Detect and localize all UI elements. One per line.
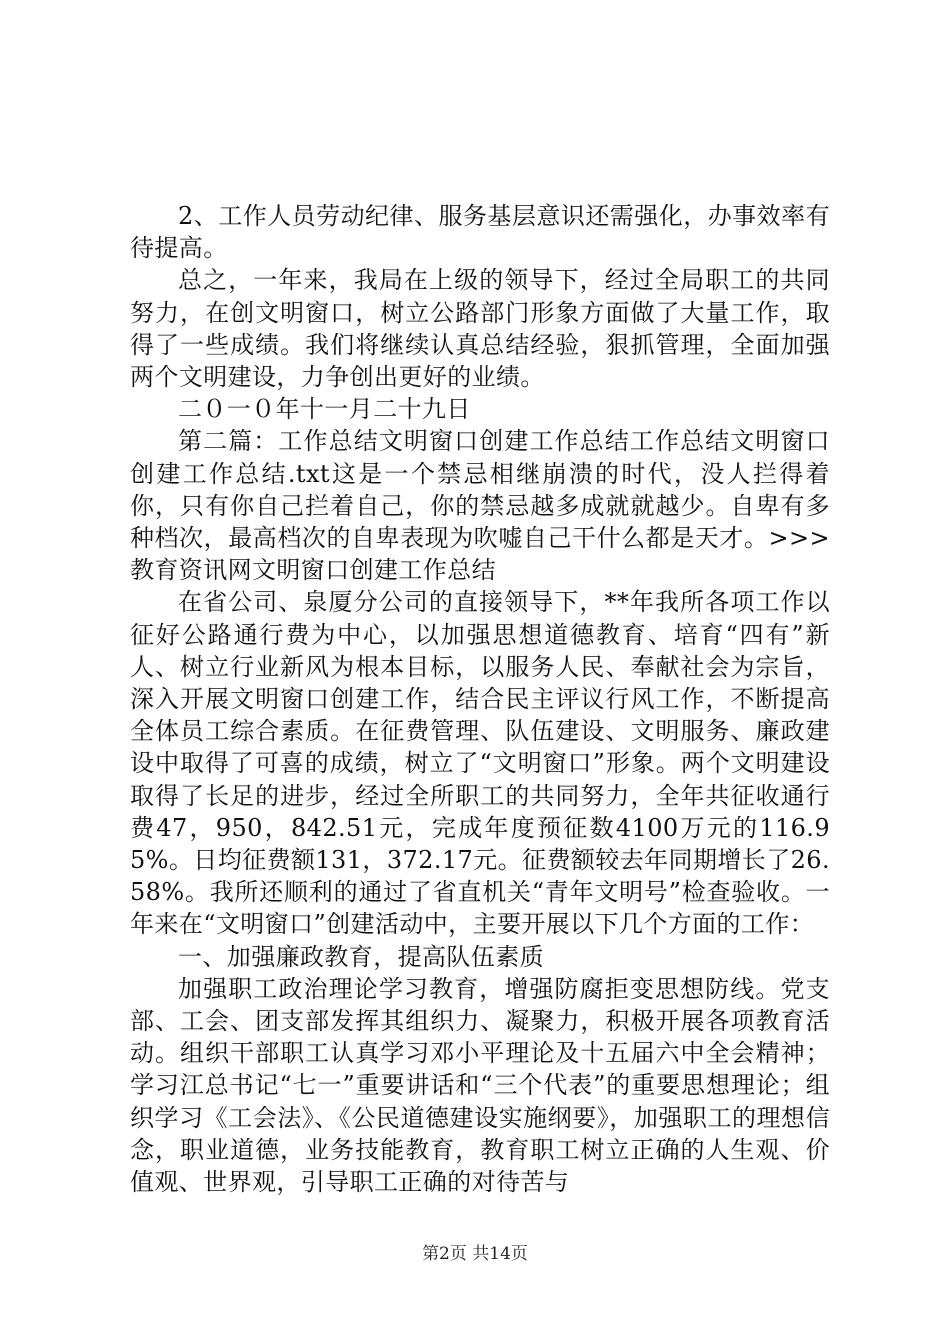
paragraph-date: 二０一０年十一月二十九日 [178, 395, 471, 424]
paragraph-political-study: 加强职工政治理论学习教育，增强防腐拒变思想防线。党支部、工会、团支部发挥其组织力、凝聚力，积极开展各项教育活动。组织干部职工认真学习邓小平理论及十五届六中全会精神；学习江总书记“七一”重要讲话和“三个代表”的重要思想理论；组织学习《工会法》、《公民道德建设实施纲要》，加强职工的理想信念，职业道德，业务技能教育，教育职工树立正确的人生观、价值观、世界观，引导职工正确的对待苦与 [130, 974, 830, 1197]
paragraph-summary: 总之，一年来，我局在上级的领导下，经过全局职工的共同努力，在创文明窗口，树立公路部门形象方面做了大量工作，取得了一些成绩。我们将继续认真总结经验，狠抓管理，全面加强两个文明建设，力争创出更好的业绩。 [130, 266, 830, 392]
paragraph-main-achievements: 在省公司、泉厦分公司的直接领导下，**年我所各项工作以征好公路通行费为中心，以加强思想道德教育、培育“四有”新人、树立行业新风为根本目标，以服务人民、奉献社会为宗旨，深入开展文明窗口创建工作，结合民主评议行风工作，不断提高全体员工综合素质。在征费管理、队伍建设、文明服务、廉政建设中取得了可喜的成绩，树立了“文明窗口”形象。两个文明建设取得了长足的进步，经过全所职工的共同努力，全年共征收通行费47，950，842.51元，完成年度预征数4100万元的116.95%。日均征费额131，372.17元。征费额较去年同期增长了26.58%。我所还顺利的通过了省直机关“青年文明号”检查验收。一年来在“文明窗口”创建活动中，主要开展以下几个方面的工作： [130, 588, 830, 939]
paragraph-work-discipline: 2、工作人员劳动纪律、服务基层意识还需强化，办事效率有待提高。 [130, 202, 830, 263]
page-number-footer: 第2页 共14页 [422, 1244, 528, 1264]
document-body [130, 200, 830, 1198]
section-heading-integrity-education: 一、加强廉政教育，提高队伍素质 [178, 942, 544, 971]
paragraph-second-article-title: 第二篇：工作总结文明窗口创建工作总结工作总结文明窗口创建工作总结.txt这是一个禁忌相继崩溃的时代，没人拦得着你，只有你自己拦着自己，你的禁忌越多成就就越少。自卑有多种档次，最高档次的自卑表现为吹嘘自己干什么都是天才。>>>教育资讯网文明窗口创建工作总结 [130, 427, 830, 585]
